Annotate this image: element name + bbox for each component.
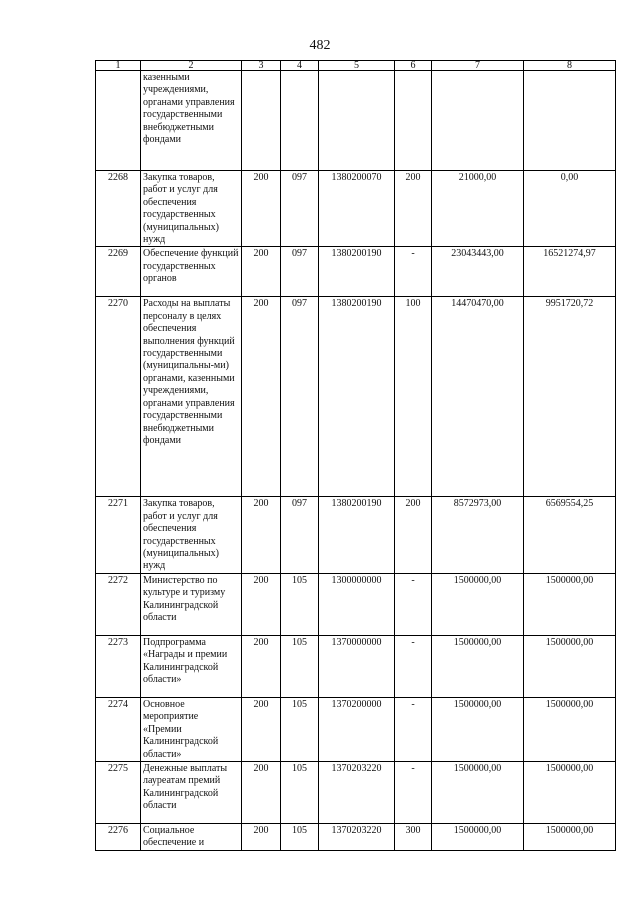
row-col-3: 200 [242, 697, 281, 761]
row-col-6: - [395, 635, 432, 697]
row-number: 2271 [96, 497, 141, 573]
row-col-3: 200 [242, 297, 281, 497]
row-description: казенными учреждениями, органами управления государственными внебюджетными фондами [141, 71, 242, 171]
row-col-4: 105 [281, 635, 319, 697]
row-col-8: 1500000,00 [524, 573, 616, 635]
row-col-7 [432, 71, 524, 171]
row-number: 2275 [96, 761, 141, 823]
row-col-3: 200 [242, 497, 281, 573]
row-col-4: 105 [281, 761, 319, 823]
header-col-4: 4 [281, 61, 319, 71]
row-col-3: 200 [242, 761, 281, 823]
row-col-7: 14470470,00 [432, 297, 524, 497]
row-col-8: 6569554,25 [524, 497, 616, 573]
row-col-7: 23043443,00 [432, 247, 524, 297]
header-col-5: 5 [319, 61, 395, 71]
row-description: Основное мероприятие «Премии Калининградской области» [141, 697, 242, 761]
row-number: 2272 [96, 573, 141, 635]
table-row [96, 247, 616, 297]
row-col-4: 097 [281, 297, 319, 497]
header-col-3: 3 [242, 61, 281, 71]
row-col-5: 1380200070 [319, 171, 395, 247]
row-col-4: 105 [281, 697, 319, 761]
row-number: 2276 [96, 823, 141, 850]
row-col-7: 1500000,00 [432, 697, 524, 761]
row-col-7: 8572973,00 [432, 497, 524, 573]
header-col-2: 2 [141, 61, 242, 71]
row-col-6: 100 [395, 297, 432, 497]
header-col-6: 6 [395, 61, 432, 71]
table-row [96, 761, 616, 823]
row-col-3: 200 [242, 171, 281, 247]
table-row [96, 497, 616, 573]
budget-table [95, 60, 616, 851]
row-number: 2270 [96, 297, 141, 497]
table-row [96, 697, 616, 761]
row-col-8: 0,00 [524, 171, 616, 247]
table-row [96, 71, 616, 171]
table-header [96, 61, 616, 71]
row-col-5: 1380200190 [319, 247, 395, 297]
row-description: Закупка товаров, работ и услуг для обеспечения государственных (муниципальных) нужд [141, 171, 242, 247]
row-col-4: 097 [281, 247, 319, 297]
row-number: 2268 [96, 171, 141, 247]
row-col-8: 1500000,00 [524, 823, 616, 850]
row-col-7: 21000,00 [432, 171, 524, 247]
row-description: Министерство по культуре и туризму Калининградской области [141, 573, 242, 635]
row-col-7: 1500000,00 [432, 635, 524, 697]
row-col-8 [524, 71, 616, 171]
table-row [96, 297, 616, 497]
row-number [96, 71, 141, 171]
row-col-6: 200 [395, 171, 432, 247]
row-description: Подпрограмма «Награды и премии Калининградской области» [141, 635, 242, 697]
row-col-4: 105 [281, 823, 319, 850]
row-col-5: 1380200190 [319, 497, 395, 573]
table-row [96, 573, 616, 635]
row-description: Денежные выплаты лауреатам премий Калининградской области [141, 761, 242, 823]
row-col-4: 097 [281, 497, 319, 573]
row-number: 2273 [96, 635, 141, 697]
row-col-8: 1500000,00 [524, 697, 616, 761]
row-col-5 [319, 71, 395, 171]
row-col-6: 300 [395, 823, 432, 850]
row-col-7: 1500000,00 [432, 573, 524, 635]
table-row [96, 823, 616, 850]
table-row [96, 171, 616, 247]
row-description: Закупка товаров, работ и услуг для обеспечения государственных (муниципальных) нужд [141, 497, 242, 573]
row-col-8: 1500000,00 [524, 635, 616, 697]
row-col-8: 9951720,72 [524, 297, 616, 497]
row-col-4: 105 [281, 573, 319, 635]
row-description: Расходы на выплаты персоналу в целях обеспечения выполнения функций государственными (муниципальны-ми) органами, казенными учреждениями, органами управления государственными внебюджетными фондами [141, 297, 242, 497]
row-col-5: 1370000000 [319, 635, 395, 697]
row-col-3: 200 [242, 823, 281, 850]
row-col-6 [395, 71, 432, 171]
row-col-4: 097 [281, 171, 319, 247]
row-col-6: 200 [395, 497, 432, 573]
header-col-8: 8 [524, 61, 616, 71]
row-col-4 [281, 71, 319, 171]
header-row [96, 61, 616, 71]
row-col-3: 200 [242, 635, 281, 697]
row-col-5: 1300000000 [319, 573, 395, 635]
page-number: 482 [309, 38, 331, 53]
table-row [96, 635, 616, 697]
row-description: Социальное обеспечение и [141, 823, 242, 850]
row-col-5: 1370203220 [319, 761, 395, 823]
row-col-3: 200 [242, 573, 281, 635]
row-col-3: 200 [242, 247, 281, 297]
row-description: Обеспечение функций государственных органов [141, 247, 242, 297]
row-col-7: 1500000,00 [432, 823, 524, 850]
header-col-1: 1 [96, 61, 141, 71]
row-col-8: 1500000,00 [524, 761, 616, 823]
row-col-7: 1500000,00 [432, 761, 524, 823]
row-col-5: 1370200000 [319, 697, 395, 761]
row-number: 2274 [96, 697, 141, 761]
row-col-8: 16521274,97 [524, 247, 616, 297]
row-col-5: 1370203220 [319, 823, 395, 850]
row-col-6: - [395, 573, 432, 635]
row-col-5: 1380200190 [319, 297, 395, 497]
row-col-6: - [395, 761, 432, 823]
row-col-6: - [395, 247, 432, 297]
row-number: 2269 [96, 247, 141, 297]
header-col-7: 7 [432, 61, 524, 71]
row-col-3 [242, 71, 281, 171]
row-col-6: - [395, 697, 432, 761]
